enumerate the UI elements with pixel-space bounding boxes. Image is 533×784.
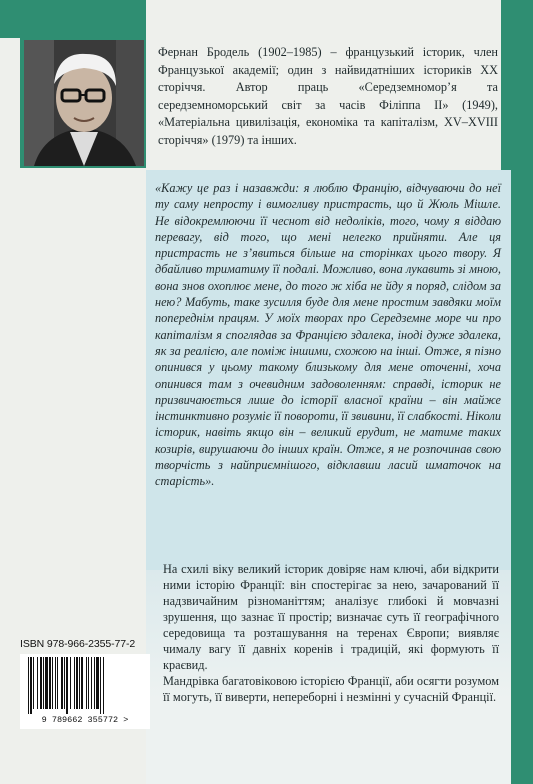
barcode-bar bbox=[64, 657, 65, 709]
barcode-bar bbox=[79, 657, 80, 709]
barcode-bar bbox=[81, 657, 83, 709]
barcode-bar bbox=[88, 657, 89, 709]
author-photo bbox=[24, 40, 144, 166]
barcode-bar bbox=[66, 657, 68, 715]
barcode-bar bbox=[28, 657, 29, 715]
barcode-bar bbox=[100, 657, 101, 715]
barcode-bar bbox=[55, 657, 56, 709]
barcode-bar bbox=[49, 657, 51, 709]
author-photo-frame bbox=[20, 38, 146, 168]
author-bio: Фернан Бродель (1902–1985) – французький історик, член Французької академії; один з найвидатніших істориків XX сторіччя. Автор праць «Середземномор’я та середземноморський світ за часів Філіппа II» (1949), «Матеріальна цивилізація, економіка та капіталізм, XV–XVIII сторіччя» (1979) та інших. bbox=[158, 45, 498, 147]
barcode-bar bbox=[37, 657, 38, 709]
barcode-bar bbox=[94, 657, 95, 709]
description-paragraph: Мандрівка багатовіковою історією Франції, аби осягти розумом її могуть, її виверти, непереборні і незмінні у сучасній Франції. bbox=[163, 674, 499, 704]
top-green-band bbox=[0, 0, 146, 38]
barcode-bar bbox=[43, 657, 44, 709]
barcode-bar bbox=[86, 657, 87, 709]
barcode-bar bbox=[91, 657, 92, 709]
barcode-digits: 9 789662 355772 > bbox=[20, 714, 150, 726]
barcode-bar bbox=[74, 657, 75, 709]
isbn-label: ISBN 978-966-2355-77-2 bbox=[20, 638, 136, 650]
barcode-bar bbox=[57, 657, 58, 709]
barcode-bar bbox=[61, 657, 63, 709]
author-portrait-image bbox=[24, 40, 144, 166]
book-description bbox=[163, 561, 499, 705]
barcode-bar bbox=[96, 657, 99, 709]
barcode-bar bbox=[76, 657, 78, 709]
author-quote: «Кажу це раз і назавжди: я люблю Францію, відчуваючи до неї ту саму непросту і вимогливу пристрасть, що й Жюль Мішле. Не відокремлюючи її чеснот від недоліків, того, чому я віддаю перевагу, від того, що мені нелегко прийняти. Але ця пристрасть не з’явиться більше на сторінках цього твору. Я дбайливо триматиму її подалі. Можливо, вона лукавить зі мною, вона знов охоплює мене, до того ж хіба не йду я поряд, слідом за нею? Мабуть, таке зусилля буде для мене простим завдяки моїм попереднім працям. У моїх творах про Середземне море чи про капіталізм я споглядав за Францією здалека, іноді дуже здалека, як за реалією, але поміж іншими, схожою на інші. Отже, я пізно опинився у цьому такому близькому для мене оточенні, хоча опинився там з очевидним задоволенням: справді, історик не призвичаюється лише до історії власної країни – він майже інстинктивно розуміє її повороти, її звивини, її слабкості. Ніколи історик, навіть якщо він – великий ерудит, не матиме таких козирів, вирушаючи до інших країн. Отже, я не розпочинав свою творчість з найприємнішого, відклавши ласий шматочок на старість». bbox=[155, 181, 501, 489]
barcode-bar bbox=[52, 657, 53, 709]
barcode-bar bbox=[103, 657, 104, 715]
barcode-bar bbox=[30, 657, 32, 715]
barcode-bar bbox=[45, 657, 48, 709]
barcode-bar bbox=[40, 657, 42, 709]
description-paragraph: На схилі віку великий історик довіряє нам ключі, аби відкрити ними історію Франції: він спостерігає за нею, зачарований її надзвичайним різноманіттям; аналізує глибокі й мовчазні зрушення, що зазнає її простір; визначає суть її географічного середовища та розташування на теренах Європи; виявляє чималу вагу її давніх коренів і традицій, які формують її краєвид. bbox=[163, 562, 499, 672]
barcode-bar bbox=[70, 657, 71, 709]
barcode-bars-icon bbox=[26, 657, 144, 715]
barcode-bar bbox=[33, 657, 34, 709]
